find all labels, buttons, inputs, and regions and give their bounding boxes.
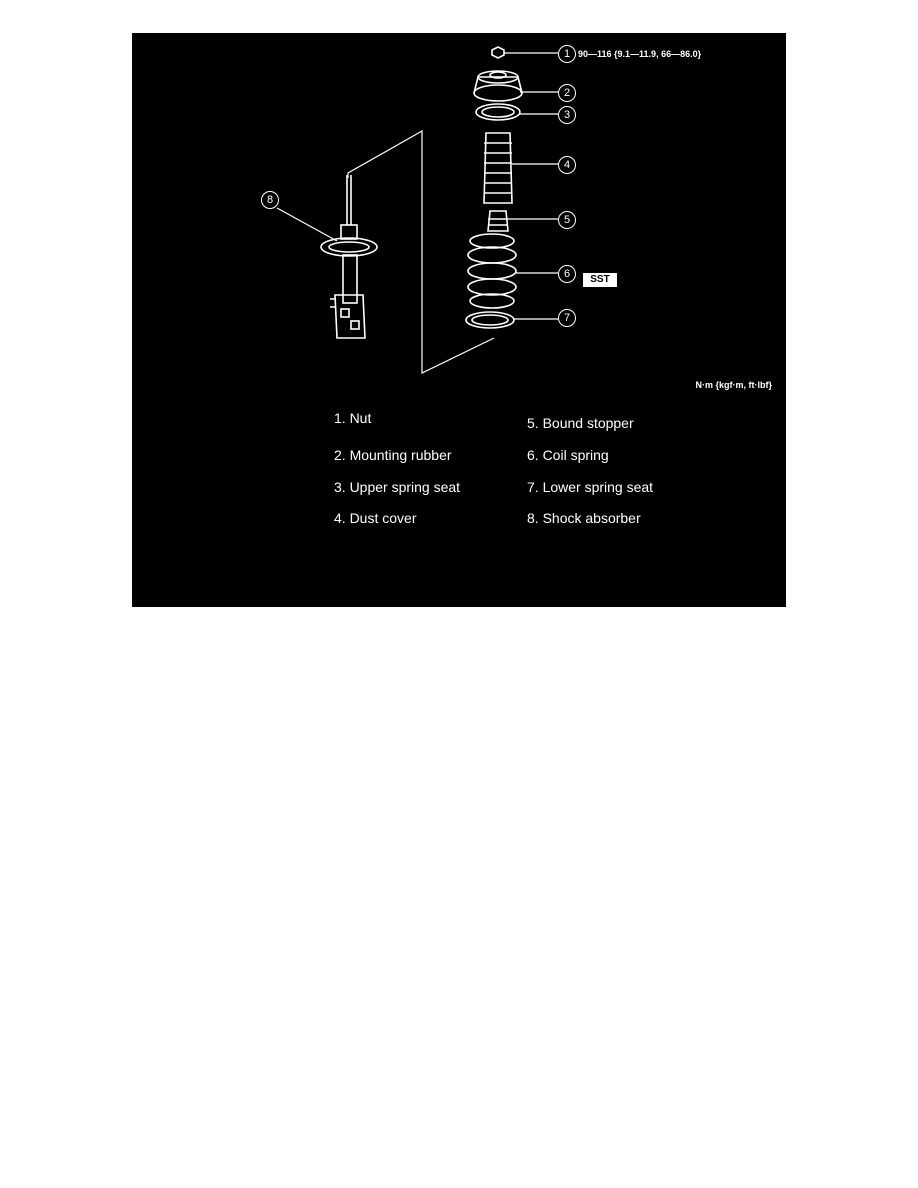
callout-4: 4 (558, 156, 576, 174)
callout-5: 5 (558, 211, 576, 229)
strut-exploded-diagram (132, 33, 786, 607)
legend-item-mounting-rubber: 2. Mounting rubber (334, 447, 452, 463)
mounting-rubber-drawing (474, 71, 522, 101)
torque-spec: 90—116 {9.1—11.9, 66—86.0} (578, 49, 702, 59)
callout-7: 7 (558, 309, 576, 327)
callout-6: 6 (558, 265, 576, 283)
shock-absorber-drawing (321, 175, 377, 338)
torque-unit-label: N·m {kgf·m, ft·lbf} (695, 380, 772, 390)
legend-item-nut: 1. Nut (334, 410, 372, 426)
legend-item-upper-spring-seat: 3. Upper spring seat (334, 479, 461, 495)
callout-8: 8 (261, 191, 279, 209)
leader-lines (277, 53, 558, 319)
legend-item-coil-spring: 6. Coil spring (527, 447, 609, 463)
lower-spring-seat-drawing (466, 312, 514, 328)
legend-item-lower-spring-seat: 7. Lower spring seat (527, 479, 654, 495)
explode-bracket (348, 131, 494, 373)
diagram-panel (132, 33, 786, 607)
callout-1: 1 (558, 45, 576, 63)
bound-stopper-drawing (488, 211, 508, 231)
nut-drawing (492, 47, 504, 58)
upper-spring-seat-drawing (476, 104, 520, 120)
sst-badge: SST (583, 273, 617, 287)
legend-item-shock-absorber: 8. Shock absorber (527, 510, 641, 526)
coil-spring-drawing (468, 234, 516, 308)
legend-item-dust-cover: 4. Dust cover (334, 510, 417, 526)
dust-cover-drawing (484, 133, 512, 203)
callout-3: 3 (558, 106, 576, 124)
callout-2: 2 (558, 84, 576, 102)
legend-item-bound-stopper: 5. Bound stopper (527, 415, 634, 431)
